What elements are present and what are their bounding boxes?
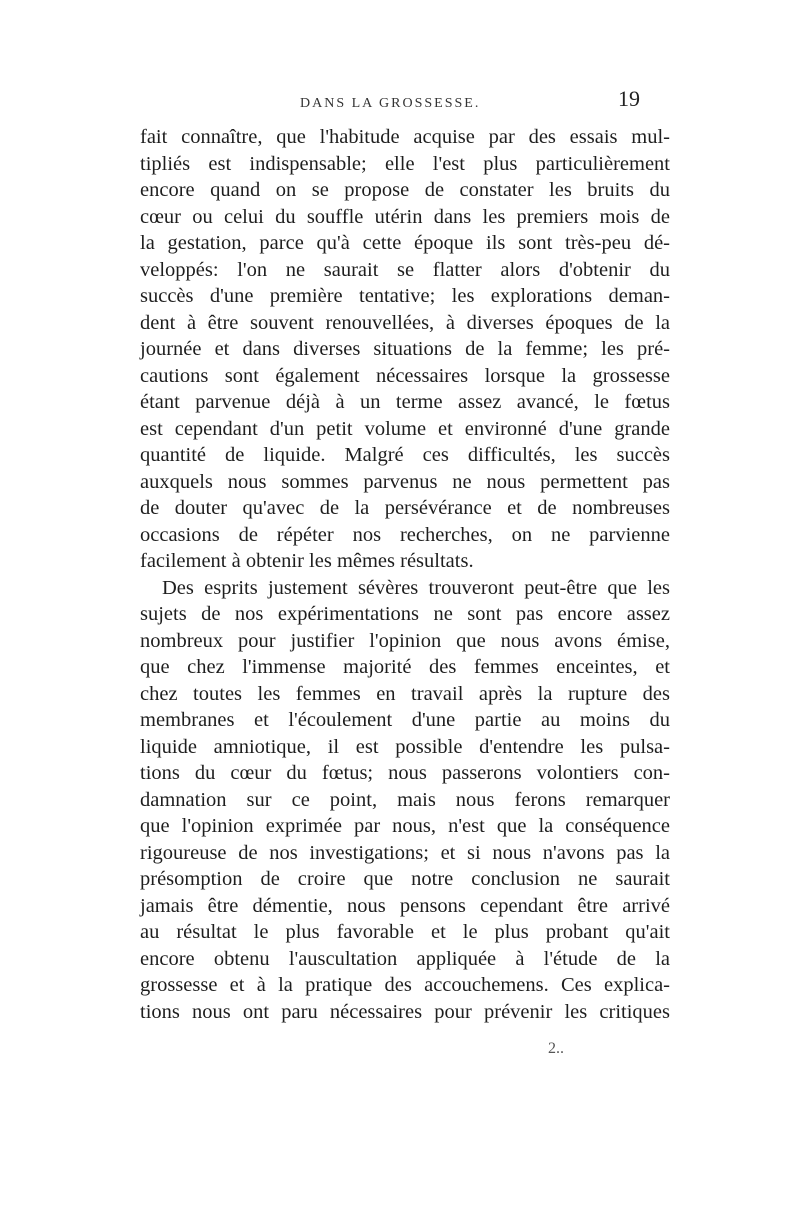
text-line: présomption de croire que notre conclusion ne saurait — [140, 868, 670, 890]
text-line: tions du cœur du fœtus; nous passerons volontiers con- — [140, 762, 670, 784]
text-line: auxquels nous sommes parvenus ne nous permettent pas — [140, 470, 670, 493]
text-line: que l'opinion exprimée par nous, n'est que la conséquence — [140, 815, 670, 837]
text-line: membranes et l'écoulement d'une partie au moins du — [140, 709, 670, 731]
text-line: grossesse et à la pratique des accouchemens. Ces explica- — [140, 974, 670, 996]
text-line: cœur ou celui du souffle utérin dans les premiers mois de — [140, 205, 670, 228]
text-line: facilement à obtenir les mêmes résultats. — [140, 550, 474, 572]
text-line: fait connaître, que l'habitude acquise par des essais mul- — [140, 126, 670, 148]
text-line: tipliés est indispensable; elle l'est plus particulièrement — [140, 152, 670, 175]
running-title: DANS LA GROSSESSE. — [300, 96, 481, 111]
text-line: veloppés: l'on ne saurait se flatter alors d'obtenir du — [140, 258, 670, 281]
page-number: 19 — [618, 86, 640, 111]
text-line: que chez l'immense majorité des femmes enceintes, et — [140, 656, 670, 678]
text-line: étant parvenue déjà à un terme assez avancé, le fœtus — [140, 391, 670, 413]
text-line: la gestation, parce qu'à cette époque ils sont très-peu dé- — [140, 232, 670, 254]
text-line: journée et dans diverses situations de la femme; les pré- — [140, 338, 670, 360]
text-line: encore quand on se propose de constater les bruits du — [140, 179, 670, 201]
text-line: dent à être souvent renouvellées, à diverses époques de la — [140, 311, 670, 334]
text-line: sujets de nos expérimentations ne sont pas encore assez — [140, 603, 670, 625]
text-line: quantité de liquide. Malgré ces difficultés, les succès — [140, 444, 670, 466]
text-line: rigoureuse de nos investigations; et si nous n'avons pas la — [140, 841, 670, 864]
text-line: Des esprits justement sévères trouveront peut-être que les — [162, 576, 670, 599]
text-line: occasions de répéter nos recherches, on ne parvienne — [140, 523, 670, 546]
body-text — [140, 124, 670, 1025]
text-line: nombreux pour justifier l'opinion que nous avons émise, — [140, 629, 670, 652]
text-line: est cependant d'un petit volume et environné d'une grande — [140, 417, 670, 440]
text-line: de douter qu'avec de la persévérance et de nombreuses — [140, 497, 670, 519]
text-line: damnation sur ce point, mais nous ferons remarquer — [140, 788, 670, 811]
text-line: au résultat le plus favorable et le plus probant qu'ait — [140, 921, 670, 943]
text-line: tions nous ont paru nécessaires pour prévenir les critiques — [140, 1000, 670, 1023]
text-line: succès d'une première tentative; les explorations deman- — [140, 285, 670, 307]
paragraph-2 — [140, 575, 670, 1026]
paragraph-1 — [140, 124, 670, 575]
signature-mark: 2.. — [548, 1040, 564, 1057]
text-line: jamais être démentie, nous pensons cependant être arrivé — [140, 894, 670, 917]
text-line: encore obtenu l'auscultation appliquée à l'étude de la — [140, 947, 670, 970]
text-line: liquide amniotique, il est possible d'entendre les pulsa- — [140, 735, 670, 758]
text-line: chez toutes les femmes en travail après la rupture des — [140, 682, 670, 705]
text-line: cautions sont également nécessaires lorsque la grossesse — [140, 364, 670, 387]
